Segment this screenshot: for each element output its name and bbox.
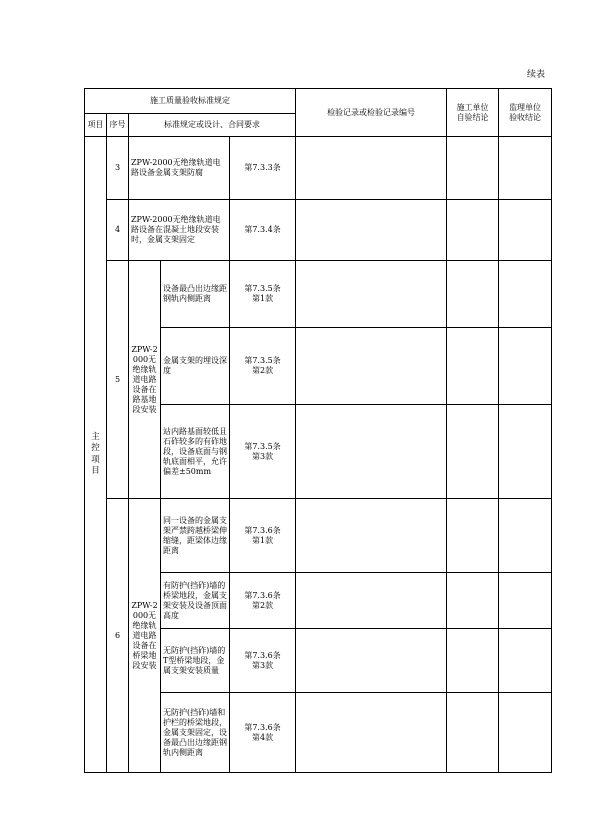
supervision-cell [499, 573, 552, 629]
supervision-cell [499, 405, 552, 499]
clause-paragraph: 第3款 [251, 451, 274, 461]
clause-paragraph: 第2款 [251, 600, 274, 610]
item-cell: 设备最凸出边缘距钢轨内侧距离 [161, 261, 230, 328]
supervision-header [499, 89, 552, 137]
clause-cell [230, 629, 296, 693]
clause-paragraph: 第4款 [251, 732, 274, 742]
category-header: 项目 [85, 114, 107, 137]
category-char: 项 [91, 454, 100, 465]
supervision-header-line2: 验收结论 [509, 112, 542, 122]
record-cell [296, 573, 447, 629]
record-cell [296, 137, 447, 200]
clause-number: 第7.3.6条 [244, 525, 281, 535]
supervision-cell [499, 499, 552, 573]
seq-cell: 6 [107, 499, 129, 773]
record-cell [296, 200, 447, 261]
clause-paragraph: 第2款 [251, 366, 274, 375]
standard-group-header: 施工质量验收标准规定 [85, 89, 296, 114]
construction-cell [447, 328, 499, 405]
clause-paragraph: 第1款 [251, 535, 274, 545]
construction-cell [447, 261, 499, 328]
clause-number: 第7.3.6条 [244, 722, 281, 732]
header-row-1 [85, 89, 552, 114]
table-row [85, 200, 552, 261]
record-cell [296, 693, 447, 773]
group-title-cell: ZPW-2000无绝缘轨道电路设备在路基地段安装 [129, 261, 161, 499]
clause-cell [230, 499, 296, 573]
inspection-table [84, 88, 552, 773]
clause-number: 第7.3.5条 [244, 441, 281, 451]
clause-number: 第7.3.5条 [244, 356, 281, 365]
construction-cell [447, 629, 499, 693]
construction-cell [447, 499, 499, 573]
category-char: 目 [91, 465, 100, 476]
item-cell: 有防护(挡砟)墙的桥梁地段，金属支架安装及设备顶面高度 [161, 573, 230, 629]
construction-header [447, 89, 499, 137]
supervision-header-line1: 监理单位 [509, 102, 542, 112]
supervision-cell [499, 261, 552, 328]
clause-cell [230, 328, 296, 405]
construction-cell [447, 200, 499, 261]
continued-label: 续表 [526, 70, 545, 80]
table-row [85, 499, 552, 573]
record-cell [296, 629, 447, 693]
record-header: 检验记录或检验记录编号 [296, 89, 447, 137]
clause-number: 第7.3.6条 [244, 650, 281, 660]
seq-cell: 5 [107, 261, 129, 499]
clause-paragraph: 第1款 [251, 294, 274, 303]
record-cell [296, 328, 447, 405]
clause-cell [230, 693, 296, 773]
construction-cell [447, 137, 499, 200]
record-cell [296, 499, 447, 573]
construction-cell [447, 693, 499, 773]
item-cell: 金属支架的埋设深度 [161, 328, 230, 405]
supervision-cell [499, 629, 552, 693]
item-cell: ZPW-2000无绝缘轨道电路设备金属支架防腐 [129, 137, 230, 200]
record-cell [296, 261, 447, 328]
item-cell: 无防护(挡砟)墙和护栏的桥梁地段，金属支架固定，设备最凸出边缘距钢轨内侧距离 [161, 693, 230, 773]
table-row [85, 137, 552, 200]
item-cell: 无防护(挡砟)墙的T型桥梁地段，金属支架安装质量 [161, 629, 230, 693]
supervision-cell [499, 200, 552, 261]
requirement-header: 标准规定或设计、合同要求 [129, 114, 296, 137]
clause-number: 第7.3.6条 [244, 590, 281, 600]
category-char: 主 [91, 432, 100, 443]
construction-cell [447, 573, 499, 629]
clause-cell [230, 405, 296, 499]
clause-cell: 第7.3.3条 [230, 137, 296, 200]
item-cell: 同一设备的金属支架严禁跨越桥梁伸缩缝，距梁体边缘距离 [161, 499, 230, 573]
clause-paragraph: 第3款 [251, 660, 274, 670]
supervision-cell [499, 328, 552, 405]
supervision-cell [499, 137, 552, 200]
seq-cell: 4 [107, 200, 129, 261]
category-main-control [85, 137, 107, 773]
supervision-cell [499, 693, 552, 773]
item-cell: ZPW-2000无绝缘轨道电路设备在混凝土地段安装时，金属支架固定 [129, 200, 230, 261]
group-title-cell: ZPW-2000无绝缘轨道电路设备在桥梁地段安装 [129, 499, 161, 773]
table-row [85, 261, 552, 328]
seq-header: 序号 [107, 114, 129, 137]
clause-cell [230, 573, 296, 629]
construction-cell [447, 405, 499, 499]
record-cell [296, 405, 447, 499]
construction-header-line1: 施工单位 [456, 102, 489, 112]
construction-header-line2: 自验结论 [456, 112, 489, 122]
item-cell: 站内路基面较低且石砟较多的有砟地段，设备底面与钢轨底面相平，允许偏差±50mm [161, 405, 230, 499]
category-char: 控 [91, 443, 100, 454]
seq-cell: 3 [107, 137, 129, 200]
clause-cell: 第7.3.4条 [230, 200, 296, 261]
clause-number: 第7.3.5条 [244, 284, 281, 293]
clause-cell [230, 261, 296, 328]
